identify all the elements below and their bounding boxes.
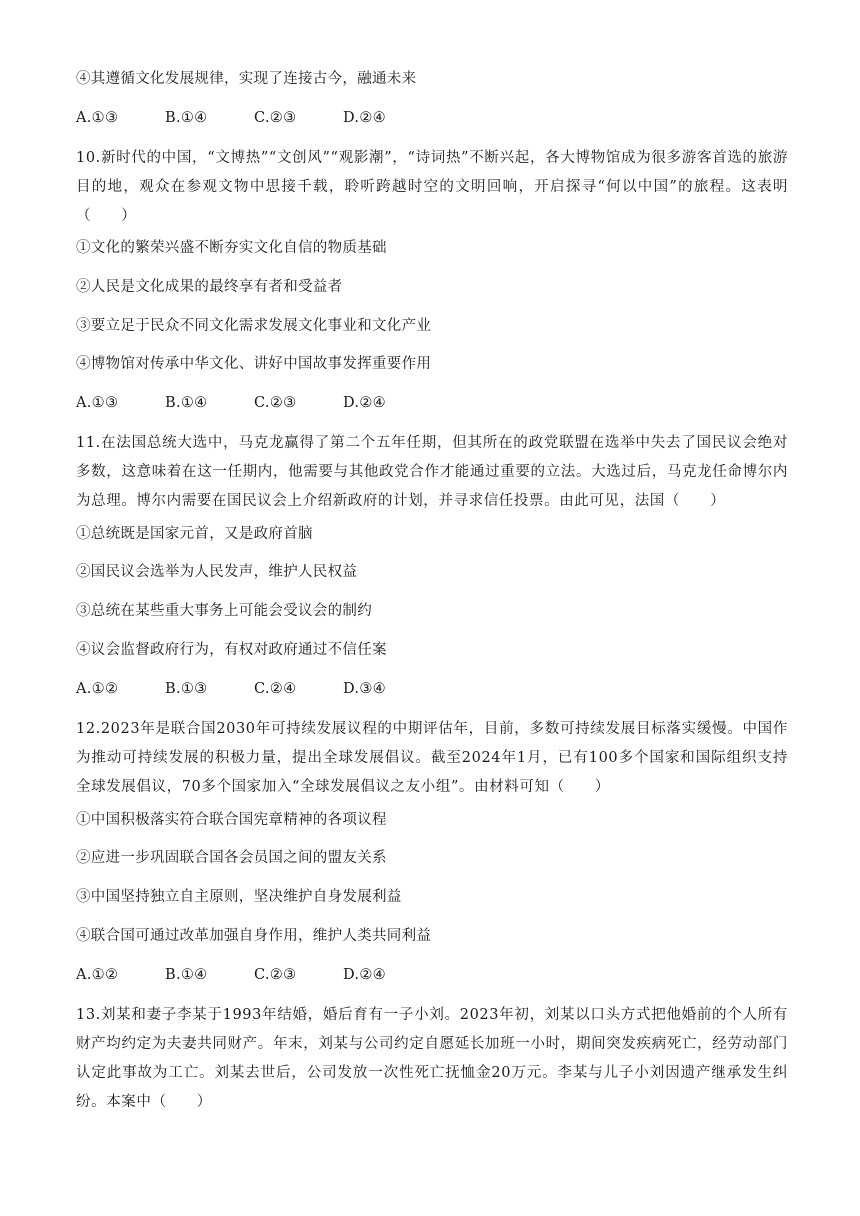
q12-option-4: ④联合国可通过改革加强自身作用，维护人类共同利益 xyxy=(76,928,432,944)
q10-choices xyxy=(76,394,788,413)
q9-option-4: ④其遵循文化发展规律，实现了连接古今，融通未来 xyxy=(76,71,417,87)
q13-stem: 13.刘某和妻子李某于1993年结婚，婚后育有一子小刘。2023年初，刘某以口头方式把他婚前的个人所有财产均约定为夫妻共同财产。年末，刘某与公司约定自愿延长加班一小时，期间突发疾病死亡，经劳动部门认定此事故为工亡。刘某去世后，公司发放一次性死亡抚恤金20万元。李某与儿子小刘因遗产继承发生纠纷。本案中（ ） xyxy=(76,1007,788,1110)
choice-c: C.②④ xyxy=(254,681,297,697)
q10-option-2: ②人民是文化成果的最终享有者和受益者 xyxy=(76,279,343,295)
q9-choices xyxy=(76,109,788,128)
choice-d: D.②④ xyxy=(343,110,386,126)
choice-c: C.②③ xyxy=(254,395,297,411)
choice-b: B.①④ xyxy=(165,967,208,983)
choice-d: D.③④ xyxy=(343,681,386,697)
q11-choices xyxy=(76,680,788,699)
q11-option-2: ②国民议会选举为人民发声，维护人民权益 xyxy=(76,564,358,580)
choice-a: A.①② xyxy=(76,967,119,983)
q11-option-4: ④议会监督政府行为，有权对政府通过不信任案 xyxy=(76,642,387,658)
choice-b: B.①③ xyxy=(165,681,208,697)
q11-stem: 11.在法国总统大选中，马克龙赢得了第二个五年任期，但其所在的政党联盟在选举中失去了国民议会绝对多数，这意味着在这一任期内，他需要与其他政党合作才能通过重要的立法。大选过后，马克龙任命博尔内为总理。博尔内需要在国民议会上介绍新政府的计划，并寻求信任投票。由此可见，法国（ ） xyxy=(76,435,788,509)
q11-option-1: ①总统既是国家元首，又是政府首脑 xyxy=(76,526,313,542)
q10-option-4: ④博物馆对传承中华文化、讲好中国故事发挥重要作用 xyxy=(76,356,432,372)
choice-d: D.②④ xyxy=(343,395,386,411)
q12-option-2: ②应进一步巩固联合国各会员国之间的盟友关系 xyxy=(76,850,387,866)
q12-option-3: ③中国坚持独立自主原则，坚决维护自身发展利益 xyxy=(76,889,402,905)
choice-b: B.①④ xyxy=(165,110,208,126)
choice-a: A.①③ xyxy=(76,395,119,411)
q10-option-1: ①文化的繁荣兴盛不断夯实文化自信的物质基础 xyxy=(76,240,387,256)
q11-option-3: ③总统在某些重大事务上可能会受议会的制约 xyxy=(76,603,372,619)
choice-c: C.②③ xyxy=(254,110,297,126)
q12-stem: 12.2023年是联合国2030年可持续发展议程的中期评估年，目前，多数可持续发展目标落实缓慢。中国作为推动可持续发展的积极力量，提出全球发展倡议。截至2024年1月，已有100多个国家和国际组织支持全球发展倡议，70多个国家加入“全球发展倡议之友小组”。由材料可知（ ） xyxy=(76,721,788,795)
choice-d: D.②④ xyxy=(343,967,386,983)
choice-a: A.①③ xyxy=(76,110,119,126)
q12-option-1: ①中国积极落实符合联合国宪章精神的各项议程 xyxy=(76,812,387,828)
q10-option-3: ③要立足于民众不同文化需求发展文化事业和文化产业 xyxy=(76,318,432,334)
q12-choices xyxy=(76,966,788,985)
q10-stem: 10.新时代的中国，“文博热”“文创风”“观影潮”，“诗词热”不断兴起，各大博物馆成为很多游客首选的旅游目的地，观众在参观文物中思接千载，聆听跨越时空的文明回响，开启探寻“何以中国”的旅程。这表明（ ） xyxy=(76,150,788,224)
choice-c: C.②③ xyxy=(254,967,297,983)
choice-b: B.①④ xyxy=(165,395,208,411)
choice-a: A.①② xyxy=(76,681,119,697)
